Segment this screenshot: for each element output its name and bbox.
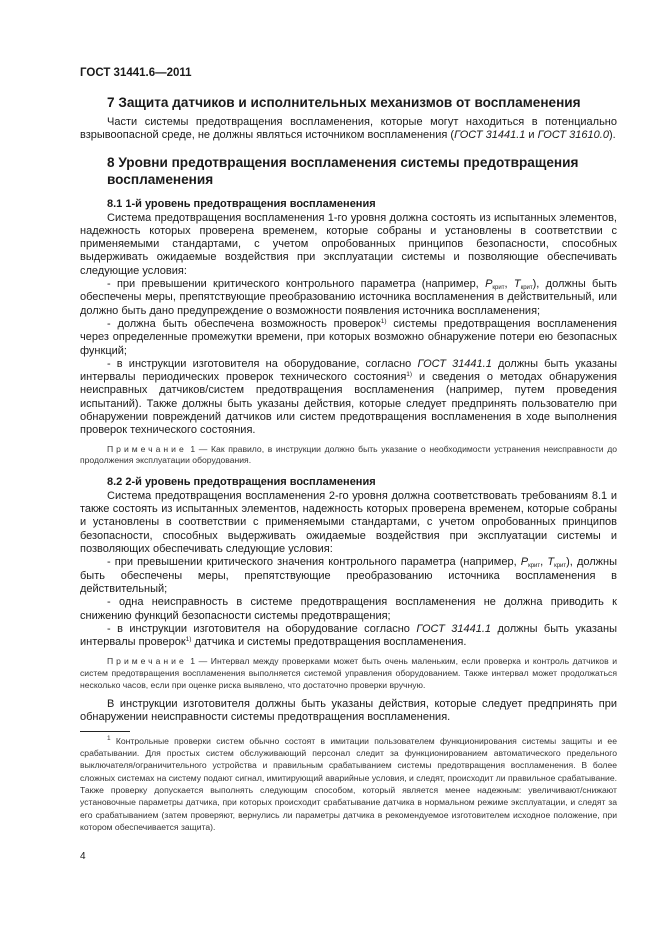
section-8-title: 8 Уровни предотвращения воспламенения системы предотвращения воспламенения <box>107 154 579 187</box>
list-item: - в инструкции изготовителя на оборудование, согласно ГОСТ 31441.1 должны быть указаны интервалы периодических проверок технического состояния$^{1)}$ и сведения о методах обнаружения неисправных датчиков/систем предотвращения воспламенения (например, путем проведения испытаний). Также должны быть указаны действия, которые следует предпринять пользователю при обнаружении повреждений датчиков или систем предотвращения воспламенения в ходе выполнения проверок технического состояния. <box>80 357 618 437</box>
section-8-2-title: 8.2 2-й уровень предотвращения воспламенения <box>107 475 376 488</box>
footnote-ref[interactable]: 1) <box>185 636 192 644</box>
document-header: ГОСТ 31441.6—2011 <box>80 67 192 79</box>
section-8-1-title: 8.1 1-й уровень предотвращения воспламенения <box>107 197 376 210</box>
text: Части системы предотвращения воспламенения, которые могут находиться в потенциально взрывоопасной среде, не должны являться источником воспламенения ( <box>80 116 617 142</box>
section-7-title: 7 Защита датчиков и исполнительных механизмов от воспламенения <box>107 95 581 110</box>
footnote-mark: 1 <box>107 734 111 742</box>
standard-ref: ГОСТ 31610.0 <box>537 129 609 142</box>
footnote-divider <box>80 731 130 732</box>
page-number: 4 <box>80 851 86 863</box>
note-8-2: Примечание 1 — Интервал между проверками может быть очень маленьким, если проверка и контроль датчиков и систем предотвращения воспламенения выполняется системой управления оборудованием. Также интервал может продолжаться несколько часов, если при оценке риска выявлено, что достаточно проверки вручную. <box>80 656 617 690</box>
paragraph: Система предотвращения воспламенения 1-го уровня должна состоять из испытанных элементов, надежность которых проверена временем, которые собраны и установлены в соответствии с применяемыми стандартами, с учетом опробованных принципов безопасности, способных выдерживать ожидаемые воздействия при эксплуатации системы и позволяющие обеспечивать следующие условия: <box>80 211 617 277</box>
text: ). <box>608 129 616 142</box>
footnote-ref[interactable]: 1) <box>380 317 387 325</box>
text: и <box>525 129 538 142</box>
final-paragraph: В инструкции изготовителя должны быть указаны действия, которые следует предпринять при обнаружении неисправности системы предотвращения воспламенения. <box>80 698 617 724</box>
section-8-2-body <box>80 490 617 650</box>
list-item: - при превышении критического контрольного параметра (например, $P_{крит}$, $T_{крит}$), должны быть обеспечены меры, препятствующие преобразованию источника воспламенения в действительный, или должно быть дано предупреждение о возможности появления источника воспламенения; <box>80 278 618 317</box>
list-item: - одна неисправность в системе предотвращения воспламенения не должна приводить к снижению функций безопасности системы предотвращения; <box>80 596 617 622</box>
list-item: - должна быть обеспечена возможность проверок$^{1)}$ системы предотвращения воспламенения через определенные промежутки времени, при которых возможно обнаружение потери ею безопасных функций; <box>80 317 617 357</box>
note-8-1: Примечание 1 — Как правило, в инструкции должно быть указание о необходимости устранения неисправности до продолжения эксплуатации оборудования. <box>80 443 617 466</box>
section-8-1-body <box>80 212 617 438</box>
section-7-body <box>80 116 617 143</box>
paragraph: Система предотвращения воспламенения 2-го уровня должна соответствовать требованиям 8.1 и также состоять из испытанных элементов, надежность которых проверена временем, которые собраны и установлены в соответствии с применяемыми стандартами, с учетом опробованных принципов безопасности, способных выдерживать ожидаемые воздействия при эксплуатации системы и позволяющих обеспечивать следующие условия: <box>80 489 617 556</box>
standard-ref: ГОСТ 31441.1 <box>454 129 526 142</box>
footnote-ref[interactable]: 1) <box>406 371 413 379</box>
list-item: - в инструкции изготовителя на оборудование согласно ГОСТ 31441.1 должны быть указаны интервалы проверок$^{1)}$ датчика и системы предотвращения воспламенения. <box>80 622 618 649</box>
footnote: $^1$ Контрольные проверки систем обычно состоят в имитации пользователем функционирования системы защиты и ее срабатывании. Для простых систем обслуживающий персонал следит за функционированием автоматического предельного выключателя/ограничительного устройства и правильным срабатыванием системы предотвращения воспламенения. В более сложных системах на систему подают сигнал, имитирующий аварийные условия, и следят, происходит ли правильное срабатывание. Также проверку допускается выполнять следующим способом, который является менее надежным: увеличивают/снижают установочные параметры датчика, при которых происходит срабатывание датчика в нормальном режиме эксплуатации, и следят за его срабатыванием (затем проверяют, вернулись ли параметры датчика в рекомендуемое изготовителем исходное положение, при котором обеспечивается защита). <box>80 734 617 832</box>
list-item: - при превышении критического значения контрольного параметра (например, $P_{крит}$, $T_{крит}$), должны быть обеспечены меры, препятствующие преобразованию источника воспламенения в действительный; <box>80 556 617 595</box>
